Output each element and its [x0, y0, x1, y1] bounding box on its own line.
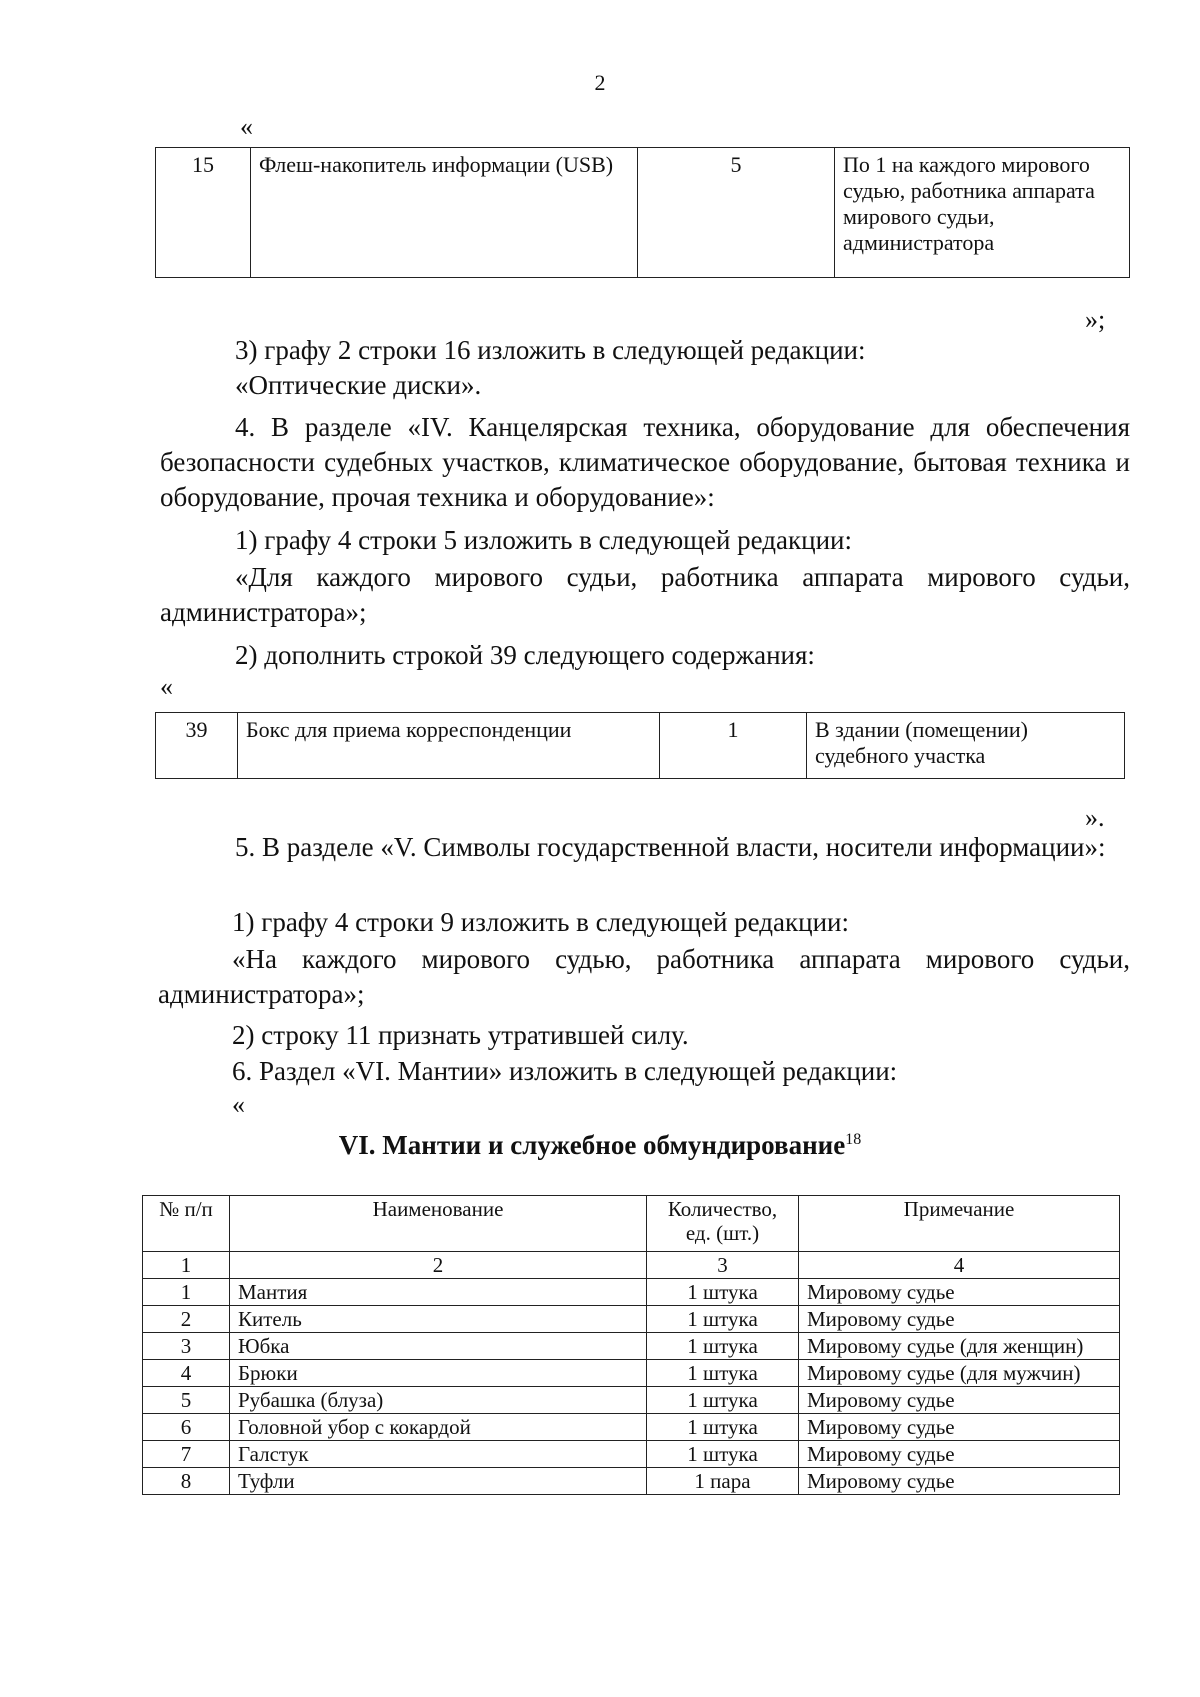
- section-title-text: VI. Мантии и служебное обмундирование: [338, 1130, 846, 1160]
- open-quote-3: «: [232, 1090, 245, 1119]
- page-number: 2: [594, 70, 606, 95]
- table-row: [143, 1360, 1120, 1387]
- row-note: Мировому судье: [799, 1306, 1120, 1333]
- row-name: Брюки: [230, 1360, 647, 1387]
- row-qty: 1 штука: [647, 1279, 799, 1306]
- row-39-note: В здании (помещении) судебного участка: [807, 713, 1125, 779]
- paragraph-4-2: 2) дополнить строкой 39 следующего содержания:: [235, 640, 815, 670]
- row-39-qty: 1: [660, 713, 807, 779]
- row-qty: 1 штука: [647, 1414, 799, 1441]
- row-qty: 1 штука: [647, 1360, 799, 1387]
- row-num: 7: [143, 1441, 230, 1468]
- row-num: 6: [143, 1414, 230, 1441]
- row-qty: 1 штука: [647, 1387, 799, 1414]
- close-quote-1: »;: [1085, 305, 1106, 334]
- row-name: Юбка: [230, 1333, 647, 1360]
- row-15-num: 15: [156, 148, 251, 278]
- row-name: Рубашка (блуза): [230, 1387, 647, 1414]
- row-name: Мантия: [230, 1279, 647, 1306]
- row-note: Мировому судье: [799, 1414, 1120, 1441]
- row-15-note: По 1 на каждого мирового судью, работника аппарата мирового судьи, администратора: [835, 148, 1130, 278]
- row-note: Мировому судье (для мужчин): [799, 1360, 1120, 1387]
- paragraph-4-1: 1) графу 4 строки 5 изложить в следующей редакции:: [235, 525, 852, 555]
- row-39-name: Бокс для приема корреспонденции: [238, 713, 660, 779]
- paragraph-5-2: 2) строку 11 признать утратившей силу.: [232, 1020, 689, 1050]
- table-row: [143, 1306, 1120, 1333]
- row-note: Мировому судье: [799, 1468, 1120, 1495]
- colnum-4: 4: [799, 1252, 1120, 1279]
- colnum-3: 3: [647, 1252, 799, 1279]
- row-15-qty: 5: [638, 148, 835, 278]
- row-39-num: 39: [156, 713, 238, 779]
- table-row: [143, 1279, 1120, 1306]
- row-15-name: Флеш-накопитель информации (USB): [251, 148, 638, 278]
- paragraph-4: 4. В разделе «IV. Канцелярская техника, оборудование для обеспечения безопасности судебных участков, климатическое оборудование, бытовая техника и оборудование, прочая техника и оборудование»:: [160, 412, 1130, 512]
- close-quote-2: ».: [1085, 803, 1105, 832]
- table-row: [143, 1414, 1120, 1441]
- paragraph-3-text: «Оптические диски».: [235, 370, 482, 400]
- row-note: Мировому судье (для женщин): [799, 1333, 1120, 1360]
- header-num: № п/п: [143, 1196, 230, 1252]
- open-quote-1: «: [240, 112, 253, 141]
- row-num: 5: [143, 1387, 230, 1414]
- paragraph-6: 6. Раздел «VI. Мантии» изложить в следующей редакции:: [232, 1056, 898, 1086]
- header-note: Примечание: [799, 1196, 1120, 1252]
- colnum-1: 1: [143, 1252, 230, 1279]
- paragraph-3-title: 3) графу 2 строки 16 изложить в следующей редакции:: [235, 335, 866, 365]
- open-quote-2: «: [160, 672, 173, 701]
- table-row: [143, 1468, 1120, 1495]
- table-row-15: [155, 147, 1130, 278]
- row-qty: 1 пара: [647, 1468, 799, 1495]
- table-row-39: [155, 712, 1125, 779]
- row-name: Китель: [230, 1306, 647, 1333]
- row-qty: 1 штука: [647, 1306, 799, 1333]
- paragraph-4-1-text: «Для каждого мирового судьи, работника аппарата мирового судьи, администратора»;: [160, 562, 1130, 627]
- paragraph-5-1: 1) графу 4 строки 9 изложить в следующей редакции:: [232, 907, 849, 937]
- section-footnote: 18: [845, 1131, 862, 1148]
- row-qty: 1 штука: [647, 1333, 799, 1360]
- row-num: 4: [143, 1360, 230, 1387]
- header-qty: Количество, ед. (шт.): [647, 1196, 799, 1252]
- row-num: 1: [143, 1279, 230, 1306]
- row-num: 2: [143, 1306, 230, 1333]
- table-row: [143, 1387, 1120, 1414]
- table-row: [143, 1441, 1120, 1468]
- table-row: [143, 1333, 1120, 1360]
- row-note: Мировому судье: [799, 1279, 1120, 1306]
- row-num: 3: [143, 1333, 230, 1360]
- row-name: Туфли: [230, 1468, 647, 1495]
- header-name: Наименование: [230, 1196, 647, 1252]
- vi-table: [142, 1195, 1120, 1495]
- paragraph-5-1-text: «На каждого мирового судью, работника аппарата мирового судьи, администратора»;: [158, 944, 1130, 1009]
- row-note: Мировому судье: [799, 1441, 1120, 1468]
- colnum-2: 2: [230, 1252, 647, 1279]
- row-name: Галстук: [230, 1441, 647, 1468]
- row-name: Головной убор с кокардой: [230, 1414, 647, 1441]
- row-note: Мировому судье: [799, 1387, 1120, 1414]
- section-title: [0, 1130, 1200, 1161]
- paragraph-5: 5. В разделе «V. Символы государственной власти, носители информации»:: [235, 832, 1106, 862]
- row-qty: 1 штука: [647, 1441, 799, 1468]
- row-num: 8: [143, 1468, 230, 1495]
